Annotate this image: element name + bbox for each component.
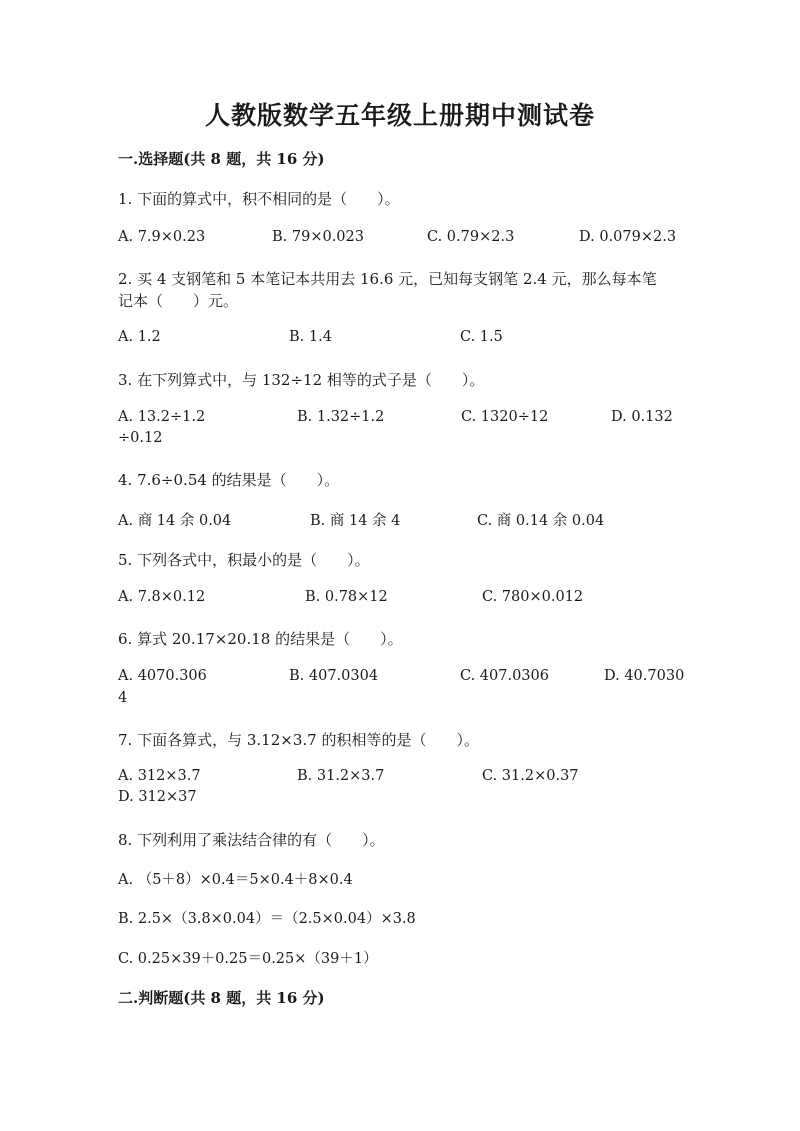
question-1-option-c: C. 0.79×2.3 xyxy=(427,229,515,245)
question-8-option-b: B. 2.5×（3.8×0.04）＝（2.5×0.04）×3.8 xyxy=(118,911,416,927)
question-7-option-c: C. 31.2×0.37 xyxy=(482,768,579,784)
question-4-option-a: A. 商 14 余 0.04 xyxy=(118,513,232,529)
question-5-option-b: B. 0.78×12 xyxy=(305,589,388,605)
question-3-stem: 3. 在下列算式中，与 132÷12 相等的式子是（ ）。 xyxy=(118,371,485,389)
question-4-option-b: B. 商 14 余 4 xyxy=(310,513,401,529)
question-2-option-a: A. 1.2 xyxy=(118,329,161,345)
question-4-stem: 4. 7.6÷0.54 的结果是（ ）。 xyxy=(118,471,340,489)
question-5-stem: 5. 下列各式中，积最小的是（ ）。 xyxy=(118,551,370,569)
question-6-option-d: D. 40.7030 xyxy=(604,668,685,684)
question-7-stem: 7. 下面各算式，与 3.12×3.7 的积相等的是（ ）。 xyxy=(118,731,479,749)
question-5-option-a: A. 7.8×0.12 xyxy=(118,589,206,605)
question-1-option-a: A. 7.9×0.23 xyxy=(118,229,206,245)
question-5-option-c: C. 780×0.012 xyxy=(482,589,584,605)
question-3-option-b: B. 1.32÷1.2 xyxy=(297,409,385,425)
question-6-option-d-wrap: 4 xyxy=(118,690,128,706)
question-3-option-d: D. 0.132 xyxy=(611,409,673,425)
page-title: 人教版数学五年级上册期中测试卷 xyxy=(204,101,595,130)
section-heading-judgment: 二.判断题(共 8 题，共 16 分) xyxy=(118,989,325,1007)
question-2-option-b: B. 1.4 xyxy=(289,329,332,345)
question-8-option-c: C. 0.25×39＋0.25＝0.25×（39＋1） xyxy=(118,951,378,967)
question-2-stem-line2: 记本（ ）元。 xyxy=(118,292,239,310)
question-8-option-a: A. （5＋8）×0.4＝5×0.4＋8×0.4 xyxy=(118,872,353,888)
question-4-option-c: C. 商 0.14 余 0.04 xyxy=(477,513,605,529)
question-3-option-a: A. 13.2÷1.2 xyxy=(118,409,206,425)
question-1-stem: 1. 下面的算式中，积不相同的是（ ）。 xyxy=(118,190,400,208)
question-6-option-a: A. 4070.306 xyxy=(118,668,207,684)
question-7-option-a: A. 312×3.7 xyxy=(118,768,201,784)
question-8-stem: 8. 下列利用了乘法结合律的有（ ）。 xyxy=(118,831,385,849)
question-2-stem-line1: 2. 买 4 支钢笔和 5 本笔记本共用去 16.6 元，已知每支钢笔 2.4 元，那么每本笔 xyxy=(118,270,657,288)
question-3-option-d-wrap: ÷0.12 xyxy=(118,430,163,446)
question-3-option-c: C. 1320÷12 xyxy=(461,409,549,425)
question-1-option-b: B. 79×0.023 xyxy=(272,229,364,245)
question-2-option-c: C. 1.5 xyxy=(460,329,503,345)
question-1-option-d: D. 0.079×2.3 xyxy=(579,229,677,245)
question-7-option-d: D. 312×37 xyxy=(118,789,197,805)
question-6-option-c: C. 407.0306 xyxy=(460,668,549,684)
question-6-stem: 6. 算式 20.17×20.18 的结果是（ ）。 xyxy=(118,630,403,648)
section-heading-choice: 一.选择题(共 8 题，共 16 分) xyxy=(118,150,325,168)
question-6-option-b: B. 407.0304 xyxy=(289,668,379,684)
question-7-option-b: B. 31.2×3.7 xyxy=(297,768,385,784)
